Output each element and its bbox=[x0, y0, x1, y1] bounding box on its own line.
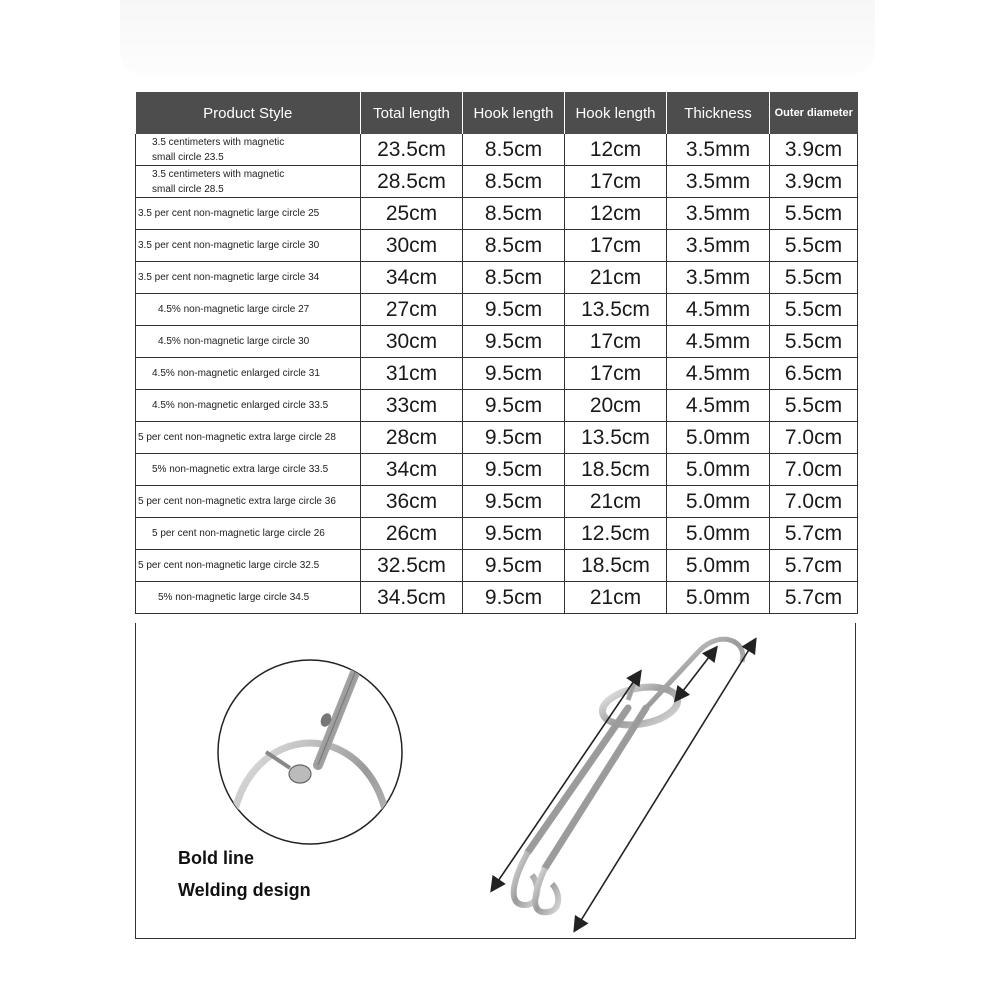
header-product-style: Product Style bbox=[136, 92, 361, 134]
hook-length-1-cell: 9.5cm bbox=[463, 454, 565, 486]
outer-diameter-cell: 5.5cm bbox=[770, 230, 858, 262]
thickness-cell: 4.5mm bbox=[667, 326, 770, 358]
outer-diameter-cell: 7.0cm bbox=[770, 454, 858, 486]
total-length-cell: 26cm bbox=[361, 518, 463, 550]
hook-length-1-cell: 8.5cm bbox=[463, 230, 565, 262]
thickness-cell: 5.0mm bbox=[667, 486, 770, 518]
hook-length-1-cell: 9.5cm bbox=[463, 486, 565, 518]
product-style-line: small circle 23.5 bbox=[152, 151, 224, 163]
outer-diameter-cell: 5.5cm bbox=[770, 390, 858, 422]
thickness-cell: 5.0mm bbox=[667, 454, 770, 486]
hook-length-1-cell: 9.5cm bbox=[463, 518, 565, 550]
hook-length-1-cell: 8.5cm bbox=[463, 134, 565, 166]
hook-length-1-cell: 9.5cm bbox=[463, 390, 565, 422]
hook-length-1-cell: 8.5cm bbox=[463, 262, 565, 294]
hook-length-2-cell: 18.5cm bbox=[565, 454, 667, 486]
thickness-cell: 5.0mm bbox=[667, 422, 770, 454]
hook-illustration bbox=[492, 639, 755, 930]
thickness-cell: 4.5mm bbox=[667, 358, 770, 390]
hook-length-2-cell: 20cm bbox=[565, 390, 667, 422]
hook-length-2-cell: 12cm bbox=[565, 134, 667, 166]
product-style-line: 4.5% non-magnetic large circle 30 bbox=[158, 336, 310, 347]
hook-length-1-cell: 9.5cm bbox=[463, 550, 565, 582]
hook-length-2-cell: 17cm bbox=[565, 166, 667, 198]
hook-length-2-cell: 21cm bbox=[565, 486, 667, 518]
hook-length-1-cell: 8.5cm bbox=[463, 198, 565, 230]
product-style-line: 3.5 centimeters with magnetic bbox=[152, 168, 285, 180]
thickness-cell: 3.5mm bbox=[667, 262, 770, 294]
product-style-line: 3.5 per cent non-magnetic large circle 30 bbox=[138, 240, 320, 251]
header-hook-length-1: Hook length bbox=[463, 92, 565, 134]
hook-length-1-cell: 9.5cm bbox=[463, 582, 565, 614]
hook-length-2-cell: 21cm bbox=[565, 582, 667, 614]
product-style-line: 4.5% non-magnetic large circle 27 bbox=[158, 304, 310, 315]
hook-length-2-cell: 17cm bbox=[565, 230, 667, 262]
hook-length-2-cell: 13.5cm bbox=[565, 294, 667, 326]
hook-length-1-cell: 9.5cm bbox=[463, 294, 565, 326]
caption-bold-line: Bold line bbox=[178, 848, 254, 868]
outer-diameter-cell: 5.5cm bbox=[770, 198, 858, 230]
thickness-cell: 3.5mm bbox=[667, 166, 770, 198]
product-style-line: 4.5% non-magnetic enlarged circle 33.5 bbox=[152, 400, 329, 411]
product-style-line: 3.5 per cent non-magnetic large circle 25 bbox=[138, 208, 320, 219]
header-hook-length-2: Hook length bbox=[565, 92, 667, 134]
header-outer-diameter: Outer diameter bbox=[770, 92, 858, 134]
hook-length-1-cell: 9.5cm bbox=[463, 358, 565, 390]
outer-diameter-cell: 3.9cm bbox=[770, 166, 858, 198]
header-thickness: Thickness bbox=[667, 92, 770, 134]
total-length-cell: 34cm bbox=[361, 262, 463, 294]
header-total-length: Total length bbox=[361, 92, 463, 134]
hook-length-1-cell: 9.5cm bbox=[463, 326, 565, 358]
hook-length-2-cell: 12.5cm bbox=[565, 518, 667, 550]
outer-diameter-cell: 6.5cm bbox=[770, 358, 858, 390]
outer-diameter-cell: 5.7cm bbox=[770, 518, 858, 550]
product-style-line: 3.5 centimeters with magnetic bbox=[152, 136, 285, 148]
product-style-line: 5 per cent non-magnetic large circle 32.5 bbox=[138, 560, 320, 571]
total-length-cell: 28.5cm bbox=[361, 166, 463, 198]
hook-length-1-cell: 9.5cm bbox=[463, 422, 565, 454]
thickness-cell: 3.5mm bbox=[667, 230, 770, 262]
total-length-cell: 30cm bbox=[361, 326, 463, 358]
product-style-line: 5% non-magnetic large circle 34.5 bbox=[158, 592, 310, 603]
product-style-line: 5 per cent non-magnetic extra large circle 28 bbox=[138, 432, 336, 443]
outer-diameter-cell: 5.7cm bbox=[770, 582, 858, 614]
outer-diameter-cell: 7.0cm bbox=[770, 422, 858, 454]
hook-length-2-cell: 13.5cm bbox=[565, 422, 667, 454]
total-length-cell: 23.5cm bbox=[361, 134, 463, 166]
product-style-line: small circle 28.5 bbox=[152, 183, 224, 195]
product-style-line: 5% non-magnetic extra large circle 33.5 bbox=[152, 464, 329, 475]
total-length-cell: 36cm bbox=[361, 486, 463, 518]
total-length-cell: 28cm bbox=[361, 422, 463, 454]
product-style-line: 5 per cent non-magnetic large circle 26 bbox=[152, 528, 325, 539]
thickness-cell: 4.5mm bbox=[667, 294, 770, 326]
thickness-cell: 3.5mm bbox=[667, 134, 770, 166]
hook-length-2-cell: 17cm bbox=[565, 358, 667, 390]
outer-diameter-cell: 7.0cm bbox=[770, 486, 858, 518]
outer-diameter-cell: 5.5cm bbox=[770, 326, 858, 358]
caption-welding-design: Welding design bbox=[178, 880, 311, 900]
hook-length-1-cell: 8.5cm bbox=[463, 166, 565, 198]
total-length-cell: 34.5cm bbox=[361, 582, 463, 614]
total-length-cell: 25cm bbox=[361, 198, 463, 230]
total-length-cell: 31cm bbox=[361, 358, 463, 390]
outer-diameter-cell: 5.5cm bbox=[770, 262, 858, 294]
outer-diameter-cell: 3.9cm bbox=[770, 134, 858, 166]
total-length-cell: 30cm bbox=[361, 230, 463, 262]
total-length-cell: 33cm bbox=[361, 390, 463, 422]
product-style-line: 5 per cent non-magnetic extra large circle 36 bbox=[138, 496, 336, 507]
product-style-line: 4.5% non-magnetic enlarged circle 31 bbox=[152, 368, 320, 379]
thickness-cell: 5.0mm bbox=[667, 582, 770, 614]
hook-length-2-cell: 21cm bbox=[565, 262, 667, 294]
total-length-cell: 27cm bbox=[361, 294, 463, 326]
hook-length-2-cell: 18.5cm bbox=[565, 550, 667, 582]
hook-length-2-cell: 17cm bbox=[565, 326, 667, 358]
outer-diameter-cell: 5.7cm bbox=[770, 550, 858, 582]
thickness-cell: 3.5mm bbox=[667, 198, 770, 230]
hook-length-2-cell: 12cm bbox=[565, 198, 667, 230]
thickness-cell: 4.5mm bbox=[667, 390, 770, 422]
product-style-line: 3.5 per cent non-magnetic large circle 34 bbox=[138, 272, 320, 283]
total-length-cell: 32.5cm bbox=[361, 550, 463, 582]
total-length-cell: 34cm bbox=[361, 454, 463, 486]
outer-diameter-cell: 5.5cm bbox=[770, 294, 858, 326]
thickness-cell: 5.0mm bbox=[667, 518, 770, 550]
thickness-cell: 5.0mm bbox=[667, 550, 770, 582]
